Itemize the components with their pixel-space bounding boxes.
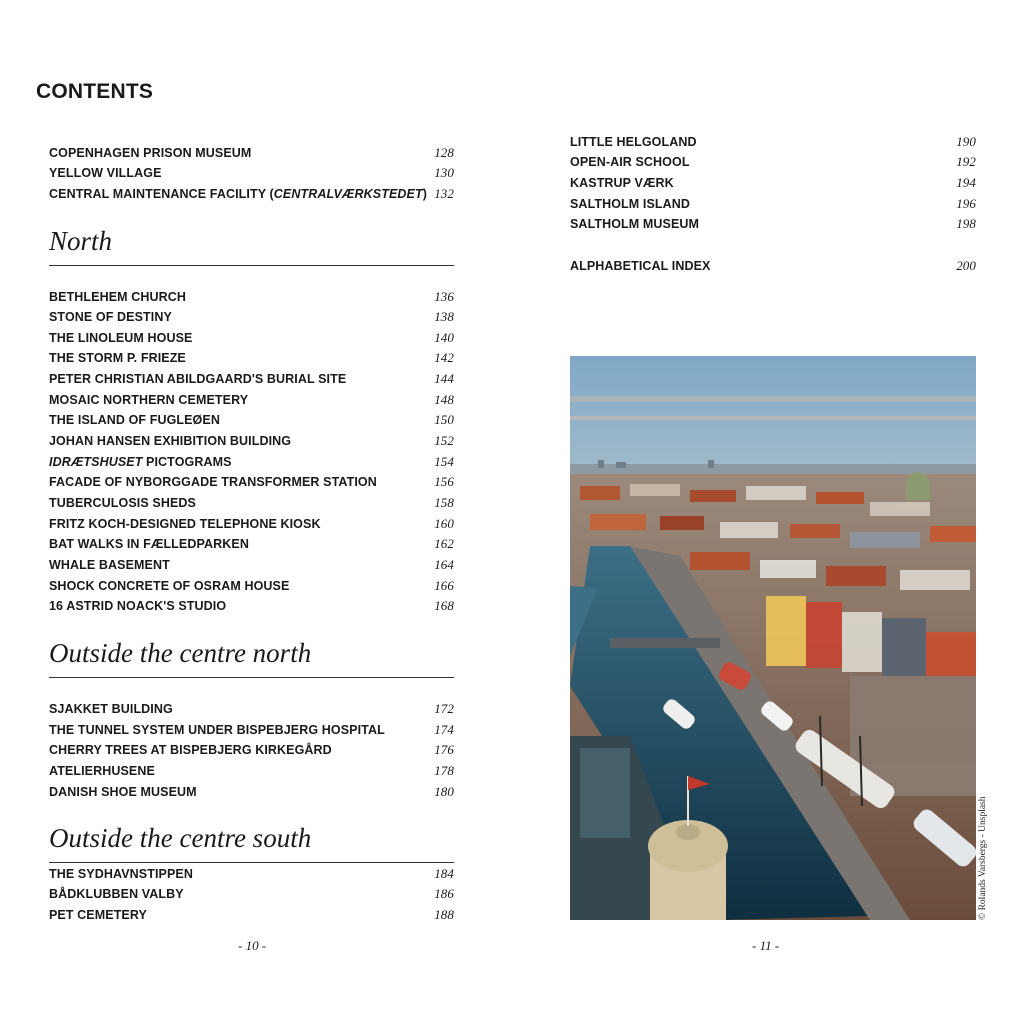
toc-entry[interactable]: [570, 152, 976, 172]
toc-entry-page: 184: [434, 866, 454, 881]
section-divider: [49, 862, 454, 863]
toc-entry[interactable]: [49, 534, 454, 554]
toc-entry[interactable]: [49, 143, 454, 163]
toc-entry-title: PET CEMETERY: [49, 908, 147, 922]
toc-entry-title: KASTRUP VÆRK: [570, 176, 674, 190]
section-title-outside-south: Outside the centre south: [49, 823, 312, 853]
city-canal-photo: [570, 356, 976, 920]
toc-entry-title: SHOCK CONCRETE OF OSRAM HOUSE: [49, 579, 290, 593]
toc-entry-page: 194: [956, 175, 976, 190]
toc-entry-page: 132: [434, 186, 454, 201]
toc-entry-page: 192: [956, 154, 976, 169]
toc-entry-title: TUBERCULOSIS SHEDS: [49, 496, 196, 510]
toc-entry-title: THE TUNNEL SYSTEM UNDER BISPEBJERG HOSPITAL: [49, 723, 385, 737]
toc-entry[interactable]: [49, 431, 454, 451]
toc-entry-title: BETHLEHEM CHURCH: [49, 290, 187, 304]
toc-entry-page: 190: [956, 134, 976, 149]
toc-entry[interactable]: [49, 472, 454, 492]
toc-entry[interactable]: [49, 328, 454, 348]
toc-entry-title: CHERRY TREES AT BISPEBJERG KIRKEGÅRD: [49, 743, 332, 757]
toc-entry[interactable]: [49, 307, 454, 327]
toc-entry-page: 144: [434, 371, 454, 386]
toc-entry[interactable]: [49, 864, 454, 884]
toc-entry-title: BAT WALKS IN FÆLLEDPARKEN: [49, 537, 249, 551]
toc-entry-page: 196: [956, 196, 976, 211]
toc-entry-title: FRITZ KOCH-DESIGNED TELEPHONE KIOSK: [49, 517, 321, 531]
toc-entry-title: LITTLE HELGOLAND: [570, 135, 697, 149]
toc-entry-page: 180: [434, 784, 454, 799]
toc-entry[interactable]: [49, 493, 454, 513]
toc-entry[interactable]: [49, 184, 454, 204]
toc-entry-page: 166: [434, 578, 454, 593]
toc-entry-page: 154: [434, 454, 454, 469]
toc-entry-page: 188: [434, 907, 454, 922]
toc-entry-title: FACADE OF NYBORGGADE TRANSFORMER STATION: [49, 475, 377, 489]
page-number-left: - 10 -: [238, 938, 267, 953]
toc-entry-title: SALTHOLM ISLAND: [570, 197, 691, 211]
toc-entry[interactable]: [570, 132, 976, 152]
toc-entry[interactable]: [570, 214, 976, 234]
toc-entry-title: THE STORM P. FRIEZE: [49, 351, 186, 365]
toc-entry-page: 168: [434, 598, 454, 613]
toc-entry-title: PETER CHRISTIAN ABILDGAARD'S BURIAL SITE: [49, 372, 347, 386]
toc-entry-title: ALPHABETICAL INDEX: [570, 259, 711, 273]
toc-entry[interactable]: [570, 173, 976, 193]
toc-entry-title: WHALE BASEMENT: [49, 558, 170, 572]
toc-entry-page: 128: [434, 145, 454, 160]
toc-entry[interactable]: [49, 740, 454, 760]
toc-entry-title: 16 ASTRID NOACK'S STUDIO: [49, 599, 227, 613]
toc-entry[interactable]: [49, 596, 454, 616]
toc-entry-page: 176: [434, 742, 454, 757]
section-divider: [49, 677, 454, 678]
toc-entry-title: SALTHOLM MUSEUM: [570, 217, 700, 231]
toc-entry-page: 140: [434, 330, 454, 345]
toc-entry[interactable]: [49, 761, 454, 781]
toc-entry-index[interactable]: [570, 256, 976, 276]
contents-heading: CONTENTS: [36, 80, 154, 103]
toc-entry[interactable]: [49, 720, 454, 740]
right-page-column: [570, 0, 976, 350]
toc-entry[interactable]: [49, 699, 454, 719]
toc-entry-page: 172: [434, 701, 454, 716]
toc-entry-title: STONE OF DESTINY: [49, 310, 172, 324]
toc-entry-page: 138: [434, 309, 454, 324]
toc-entry[interactable]: [49, 884, 454, 904]
page-number-right: - 11 -: [752, 938, 780, 953]
section-title-outside-north: Outside the centre north: [49, 638, 312, 668]
toc-entry[interactable]: [49, 348, 454, 368]
toc-entry[interactable]: [49, 287, 454, 307]
toc-entry-title: OPEN-AIR SCHOOL: [570, 155, 690, 169]
toc-entry-page: 198: [956, 216, 976, 231]
toc-entry-page: 158: [434, 495, 454, 510]
toc-entry-title: ATELIERHUSENE: [49, 764, 155, 778]
toc-entry-page: 130: [434, 165, 454, 180]
toc-entry[interactable]: [49, 390, 454, 410]
toc-entry-page: 156: [434, 474, 454, 489]
toc-entry-page: 148: [434, 392, 454, 407]
toc-entry-page: 150: [434, 412, 454, 427]
photo-credit: © Rolands Varsbergs - Unsplash: [978, 796, 988, 920]
toc-entry-page: 164: [434, 557, 454, 572]
toc-entry-title: THE ISLAND OF FUGLEØEN: [49, 413, 220, 427]
toc-entry-title: SJAKKET BUILDING: [49, 702, 173, 716]
toc-entry[interactable]: [49, 576, 454, 596]
toc-entry-page: 186: [434, 886, 454, 901]
toc-entry[interactable]: [49, 514, 454, 534]
toc-entry-title: BÅDKLUBBEN VALBY: [49, 887, 184, 901]
toc-entry[interactable]: [49, 782, 454, 802]
toc-entry-page: 152: [434, 433, 454, 448]
toc-entry-title: DANISH SHOE MUSEUM: [49, 785, 197, 799]
toc-entry-title: CENTRAL MAINTENANCE FACILITY (CENTRALVÆRKSTEDET): [49, 187, 427, 201]
toc-entry-page: 162: [434, 536, 454, 551]
toc-entry-title: YELLOW VILLAGE: [49, 166, 162, 180]
toc-entry-page: 178: [434, 763, 454, 778]
toc-entry-page: 142: [434, 350, 454, 365]
toc-entry[interactable]: [49, 452, 454, 472]
section-divider: [49, 265, 454, 266]
toc-entry-page: 200: [956, 258, 976, 273]
toc-entry[interactable]: [49, 369, 454, 389]
toc-entry-title: MOSAIC NORTHERN CEMETERY: [49, 393, 249, 407]
toc-entry-title: IDRÆTSHUSET PICTOGRAMS: [49, 455, 232, 469]
toc-entry-title: THE LINOLEUM HOUSE: [49, 331, 193, 345]
toc-entry[interactable]: [49, 410, 454, 430]
toc-entry[interactable]: [49, 163, 454, 183]
left-page-column: [49, 0, 454, 1024]
section-title-north: North: [49, 226, 113, 256]
toc-entry-page: 136: [434, 289, 454, 304]
toc-entry-page: 174: [434, 722, 454, 737]
toc-entry-title: THE SYDHAVNSTIPPEN: [49, 867, 193, 881]
toc-entry-page: 160: [434, 516, 454, 531]
toc-entry[interactable]: [49, 555, 454, 575]
toc-entry[interactable]: [570, 194, 976, 214]
toc-entry-title: JOHAN HANSEN EXHIBITION BUILDING: [49, 434, 292, 448]
toc-entry-title: COPENHAGEN PRISON MUSEUM: [49, 146, 252, 160]
toc-entry[interactable]: [49, 905, 454, 925]
